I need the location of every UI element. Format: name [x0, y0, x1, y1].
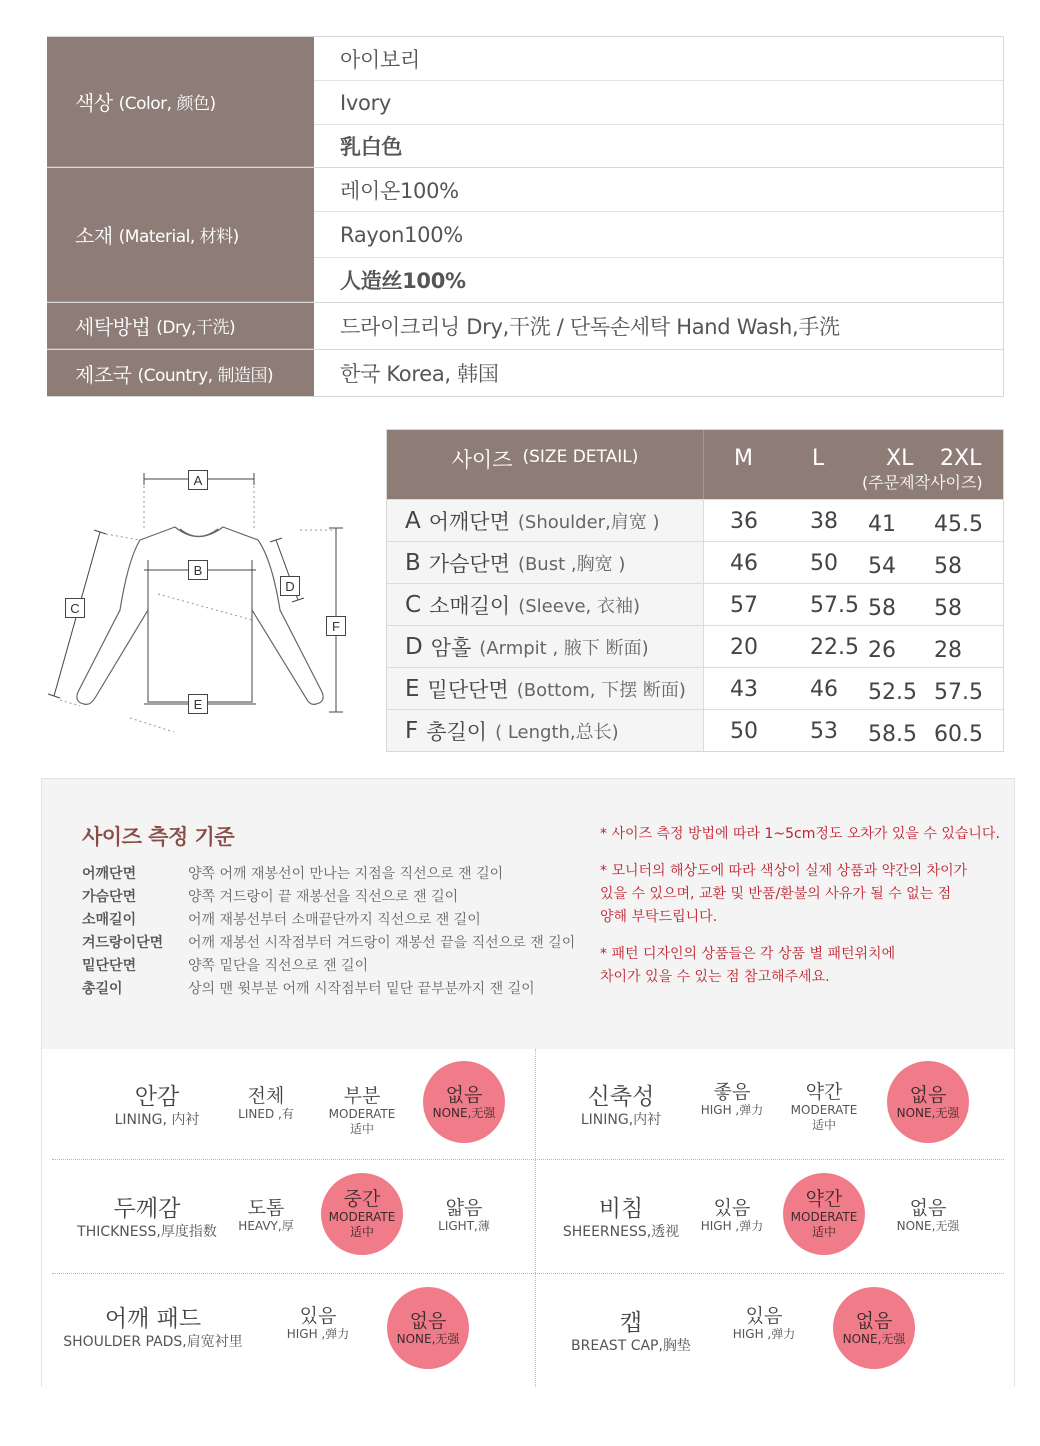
attribute-name-en: SHEERNESS,透视 — [562, 1224, 680, 1240]
measure-name: 암홀 — [430, 635, 472, 660]
attribute-option — [684, 1197, 780, 1234]
attribute-name — [546, 1083, 696, 1129]
size-row-values — [704, 542, 1003, 583]
measure-letter: A — [405, 507, 421, 534]
measurement-term: 어깨단면 — [82, 866, 137, 882]
size-row — [387, 709, 1003, 751]
mark-b: B — [188, 560, 208, 580]
measurement-title: 사이즈 측정 기준 — [82, 825, 235, 849]
size-row-values — [704, 668, 1003, 709]
measure-name: 가슴단면 — [428, 551, 510, 576]
size-header-sizes — [704, 430, 1003, 499]
notice-text: * 모니터의 해상도에 따라 색상이 실제 상품과 약간의 차이가 있을 수 있으며, 교환 및 반품/환불의 사유가 될 수 없는 점 양해 부탁드립니다. — [600, 863, 968, 925]
attribute-option — [218, 1197, 314, 1234]
size-row — [387, 625, 1003, 667]
size-diagram — [40, 460, 360, 750]
option-en: HIGH ,弹力 — [700, 1103, 764, 1117]
size-row-label — [387, 584, 704, 625]
size-row — [387, 541, 1003, 583]
mark-e: E — [188, 694, 208, 714]
measure-sub: (Bust ,胸宽 ) — [517, 553, 626, 575]
attribute-option — [716, 1305, 812, 1342]
measurement-list — [82, 863, 575, 1001]
size-value: 60.5 — [934, 722, 983, 747]
option-ko: 약간 — [805, 1188, 843, 1210]
info-value: Rayon100% — [314, 212, 1003, 258]
size-row-label — [387, 710, 704, 751]
attribute-name-ko: 비침 — [598, 1196, 644, 1222]
option-cn: 适中 — [349, 1225, 374, 1239]
attribute-name — [556, 1309, 706, 1355]
option-en: NONE,无强 — [396, 1331, 460, 1346]
measure-name: 소매길이 — [429, 593, 511, 618]
attribute-name-en: THICKNESS,厚度指数 — [77, 1224, 217, 1240]
attribute-1 — [42, 1049, 528, 1159]
measurement-item — [82, 955, 575, 978]
option-ko: 부분 — [343, 1085, 381, 1107]
size-value: 58 — [934, 554, 962, 579]
mark-d: D — [280, 576, 300, 596]
info-color — [47, 37, 1004, 168]
info-washing — [47, 303, 1004, 350]
size-value: 54 — [868, 554, 896, 579]
size-value: 58.5 — [868, 722, 917, 747]
option-en: HIGH ,弹力 — [732, 1327, 796, 1341]
attribute-option-selected — [887, 1061, 969, 1143]
option-cn: 适中 — [811, 1118, 836, 1132]
attribute-5 — [42, 1275, 528, 1385]
size-row — [387, 583, 1003, 625]
measure-letter: B — [405, 549, 421, 576]
size-row-label — [387, 668, 704, 709]
size-detail-table — [386, 429, 1004, 752]
attribute-name-ko: 안감 — [134, 1084, 180, 1110]
info-value: 레이온100% — [314, 168, 1003, 212]
size-value: 50 — [730, 719, 758, 744]
option-en: LINED ,有 — [238, 1107, 294, 1121]
attribute-option-selected — [423, 1061, 505, 1143]
size-value: 57.5 — [934, 680, 983, 705]
size-row-values — [704, 584, 1003, 625]
size-2xl: 2XL — [940, 446, 982, 471]
measure-sub: (Bottom, 下摆 断面) — [516, 679, 686, 701]
option-cn: 适中 — [349, 1122, 374, 1136]
info-label: 제조국 (Country, 制造国) — [47, 350, 314, 396]
info-value: 드라이크리닝 Dry,干洗 / 단독손세탁 Hand Wash,手洗 — [340, 315, 840, 339]
measurement-guide — [41, 778, 1015, 1387]
size-row-label — [387, 500, 704, 541]
option-ko: 약간 — [805, 1081, 843, 1103]
measure-letter: E — [405, 675, 420, 702]
measurement-item — [82, 932, 575, 955]
measurement-info — [42, 779, 1014, 1049]
measurement-term: 가슴단면 — [82, 889, 137, 905]
size-row-values — [704, 500, 1003, 541]
measure-sub: ( Length,总长) — [495, 721, 619, 743]
attribute-name — [72, 1195, 222, 1241]
option-ko: 전체 — [247, 1085, 285, 1107]
size-row-values — [704, 710, 1003, 751]
measurement-item — [82, 978, 575, 1001]
attribute-option — [684, 1081, 780, 1118]
attribute-option-selected — [783, 1173, 865, 1255]
attribute-name-ko: 두께감 — [113, 1196, 181, 1222]
option-en: MODERATE — [790, 1210, 858, 1224]
size-l: L — [812, 446, 825, 471]
attribute-name — [82, 1083, 232, 1129]
option-en: MODERATE — [328, 1210, 396, 1224]
info-value: Ivory — [314, 81, 1003, 125]
size-table-header — [387, 430, 1003, 499]
size-value: 52.5 — [868, 680, 917, 705]
info-values — [314, 303, 1004, 349]
info-country — [47, 350, 1004, 397]
product-attributes — [42, 1049, 1014, 1387]
size-value: 58 — [868, 596, 896, 621]
attribute-option — [416, 1197, 512, 1234]
option-ko: 좋음 — [713, 1081, 751, 1103]
measurement-term: 겨드랑이단면 — [82, 935, 164, 951]
measurement-term: 총길이 — [82, 981, 123, 997]
attribute-name-en: BREAST CAP,胸垫 — [571, 1338, 691, 1354]
measurement-notes — [600, 823, 1000, 1003]
size-value: 53 — [810, 719, 838, 744]
attribute-option — [314, 1085, 410, 1137]
attribute-option — [270, 1305, 366, 1342]
size-value: 50 — [810, 551, 838, 576]
size-row — [387, 667, 1003, 709]
attribute-option — [880, 1197, 976, 1234]
measurement-item — [82, 909, 575, 932]
measurement-desc: 상의 맨 윗부분 어깨 시작점부터 밑단 끝부분까지 잰 길이 — [188, 981, 535, 997]
size-header-label: 사이즈 (SIZE DETAIL) — [387, 430, 704, 499]
measurement-term: 소매길이 — [82, 912, 137, 928]
measure-letter: D — [405, 633, 423, 660]
option-cn: 适中 — [811, 1225, 836, 1239]
measure-sub: (Shoulder,肩宽 ) — [517, 511, 660, 533]
attribute-name-ko: 캡 — [619, 1310, 643, 1336]
size-value: 46 — [730, 551, 758, 576]
size-value: 20 — [730, 635, 758, 660]
attribute-name-ko: 신축성 — [587, 1084, 655, 1110]
info-label: 소재 (Material, 材料) — [47, 168, 314, 302]
measurement-desc: 양쪽 어깨 재봉선이 만나는 지점을 직선으로 잰 길이 — [188, 866, 504, 882]
attribute-4 — [536, 1161, 1022, 1271]
option-ko: 있음 — [713, 1197, 751, 1219]
option-ko: 있음 — [299, 1305, 337, 1327]
size-value: 26 — [868, 638, 896, 663]
option-en: NONE,无强 — [432, 1105, 496, 1120]
info-value: 乳白色 — [340, 135, 403, 159]
size-value: 46 — [810, 677, 838, 702]
measurement-desc: 양쪽 겨드랑이 끝 재봉선을 직선으로 잰 길이 — [188, 889, 459, 905]
attribute-option — [776, 1081, 872, 1133]
option-en: HEAVY,厚 — [238, 1219, 294, 1233]
attribute-option-selected — [387, 1287, 469, 1369]
attribute-name-en: LINING,内衬 — [580, 1112, 662, 1128]
attribute-option — [218, 1085, 314, 1122]
measurement-item — [82, 886, 575, 909]
divider — [52, 1273, 1004, 1274]
attribute-name-ko: 어깨 패드 — [104, 1306, 202, 1332]
info-material — [47, 168, 1004, 303]
measure-letter: F — [405, 717, 419, 744]
notice-text: * 패턴 디자인의 상품들은 각 상품 별 패턴위치에 차이가 있을 수 있는 점 참고해주세요. — [600, 946, 896, 985]
measure-sub: (Armpit , 腋下 断面) — [479, 637, 649, 659]
info-values — [314, 350, 1004, 396]
option-ko: 없음 — [409, 1309, 447, 1332]
custom-size-note: (주문제작사이즈) — [862, 473, 983, 492]
measure-name: 어깨단면 — [428, 509, 510, 534]
option-en: HIGH ,弹力 — [700, 1219, 764, 1233]
attribute-name-en: LINING, 内衬 — [114, 1112, 200, 1128]
option-en: HIGH ,弹力 — [286, 1327, 350, 1341]
size-row-label — [387, 626, 704, 667]
option-en: NONE,无强 — [896, 1105, 960, 1120]
option-en: MODERATE — [328, 1107, 396, 1121]
size-value: 57.5 — [810, 593, 859, 618]
measurement-desc: 양쪽 밑단을 직선으로 잰 길이 — [188, 958, 369, 974]
size-value: 38 — [810, 509, 838, 534]
measure-sub: (Sleeve, 衣袖) — [518, 595, 641, 617]
info-label: 세탁방법 (Dry,干洗) — [47, 303, 314, 349]
info-value: 人造丝100% — [340, 269, 466, 293]
size-value: 58 — [934, 596, 962, 621]
info-value: 아이보리 — [314, 37, 1003, 81]
attribute-option-selected — [833, 1287, 915, 1369]
option-ko: 얇음 — [445, 1197, 483, 1219]
size-row-values — [704, 626, 1003, 667]
size-row — [387, 499, 1003, 541]
measurement-item — [82, 863, 575, 886]
attribute-name — [546, 1195, 696, 1241]
mark-f: F — [326, 616, 346, 636]
mark-c: C — [65, 598, 85, 618]
size-xl: XL — [886, 446, 914, 471]
attribute-2 — [536, 1049, 1022, 1159]
size-value: 43 — [730, 677, 758, 702]
option-en: LIGHT,薄 — [438, 1219, 490, 1233]
attribute-6 — [536, 1275, 1022, 1385]
option-ko: 없음 — [909, 1083, 947, 1106]
info-values — [314, 168, 1004, 302]
option-ko: 있음 — [745, 1305, 783, 1327]
measurement-desc: 어깨 재봉선 시작점부터 겨드랑이 재봉선 끝을 직선으로 잰 길이 — [188, 935, 576, 951]
option-ko: 도톰 — [247, 1197, 285, 1219]
measure-letter: C — [405, 591, 422, 618]
option-en: NONE,无强 — [896, 1219, 960, 1233]
attribute-name — [58, 1305, 248, 1351]
size-m: M — [734, 446, 753, 471]
size-value: 57 — [730, 593, 758, 618]
notice-text: * 사이즈 측정 방법에 따라 1~5cm정도 오차가 있을 수 있습니다. — [600, 826, 1000, 842]
size-value: 36 — [730, 509, 758, 534]
size-value: 41 — [868, 512, 896, 537]
option-ko: 없음 — [855, 1309, 893, 1332]
option-ko: 없음 — [909, 1197, 947, 1219]
info-value: 한국 Korea, 韩国 — [340, 362, 499, 386]
measure-name: 총길이 — [426, 719, 488, 744]
option-en: MODERATE — [790, 1103, 858, 1117]
size-value: 28 — [934, 638, 962, 663]
info-label: 색상 (Color, 颜色) — [47, 37, 314, 167]
size-row-label — [387, 542, 704, 583]
size-value: 22.5 — [810, 635, 859, 660]
measurement-term: 밑단단면 — [82, 958, 137, 974]
size-value: 45.5 — [934, 512, 983, 537]
option-ko: 중간 — [343, 1188, 381, 1210]
mark-a: A — [188, 470, 208, 490]
divider — [52, 1159, 1004, 1160]
option-en: NONE,无强 — [842, 1331, 906, 1346]
option-ko: 없음 — [445, 1083, 483, 1106]
info-values — [314, 37, 1004, 167]
attribute-3 — [42, 1161, 528, 1271]
attribute-name-en: SHOULDER PADS,肩宽衬里 — [63, 1334, 243, 1350]
measurement-desc: 어깨 재봉선부터 소매끝단까지 직선으로 잰 길이 — [188, 912, 481, 928]
measure-name: 밑단단면 — [427, 677, 509, 702]
attribute-option-selected — [321, 1173, 403, 1255]
product-info-table — [47, 36, 1004, 397]
